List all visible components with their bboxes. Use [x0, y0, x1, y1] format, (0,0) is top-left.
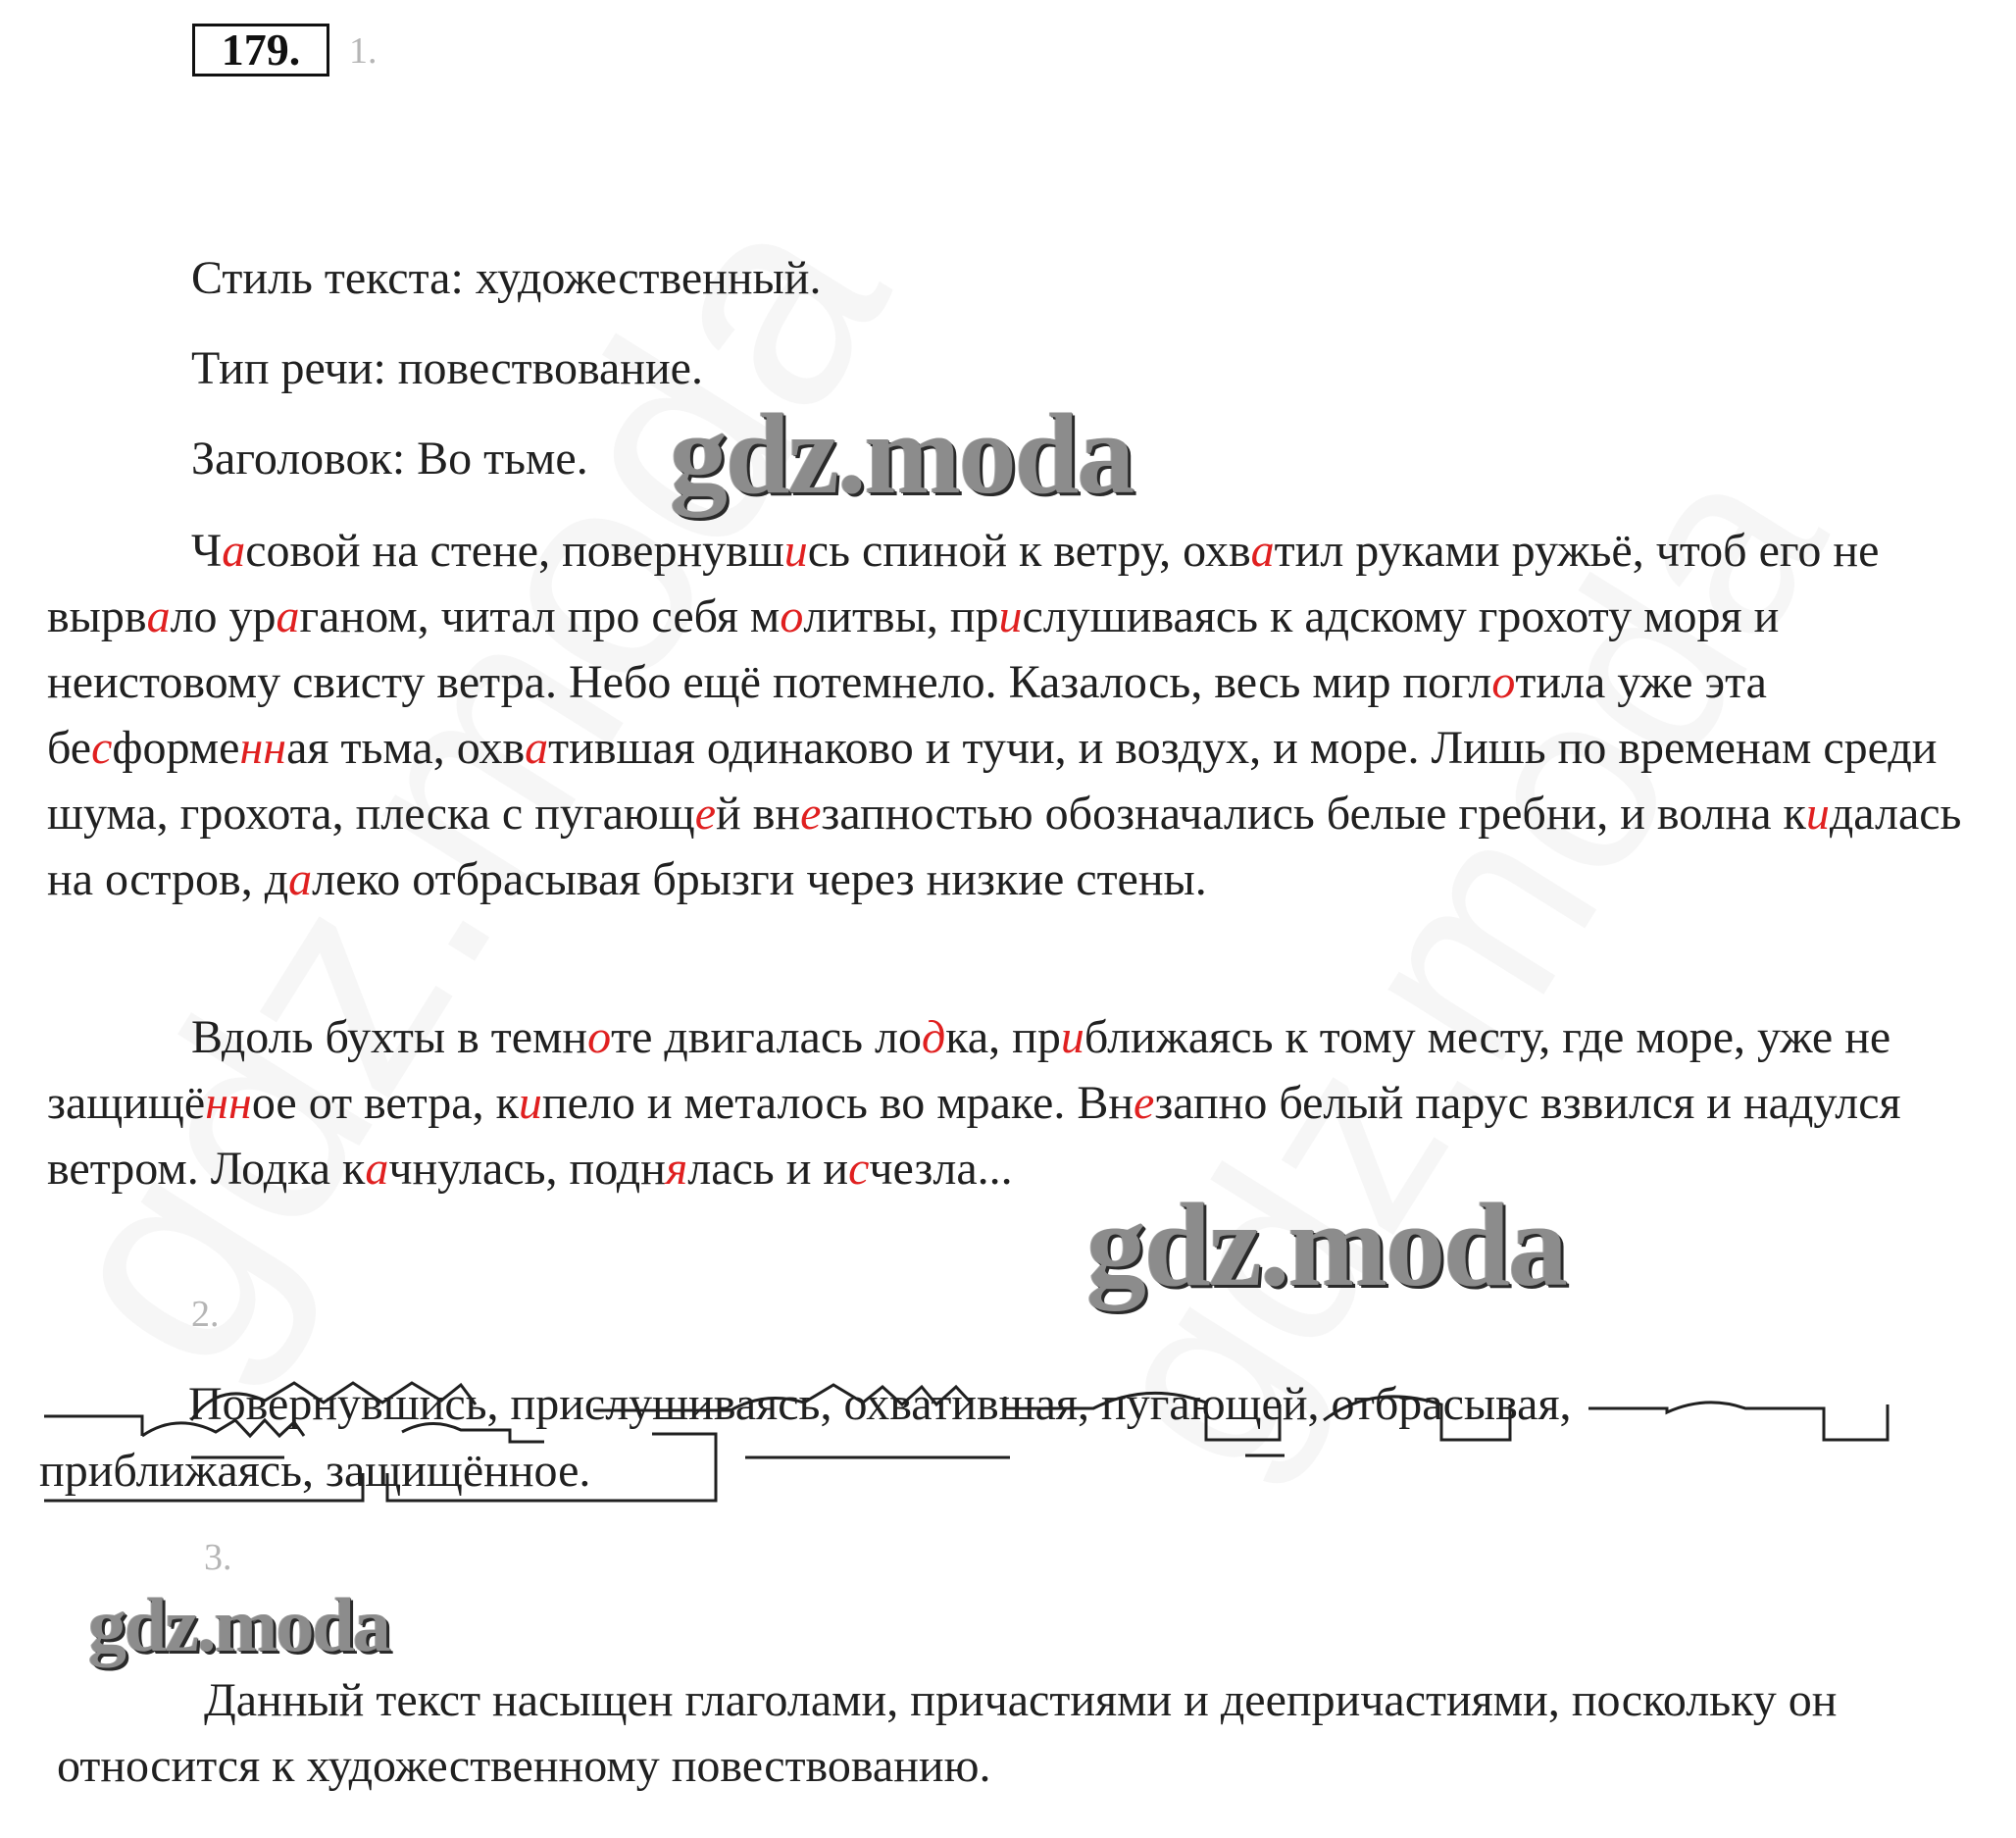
participles-line-1 — [188, 1375, 1572, 1434]
section-number: 3. — [204, 1537, 232, 1578]
title-line: Заголовок: Во тьме. — [191, 433, 588, 485]
participle-item: охватившая, — [843, 1378, 1090, 1430]
participle-item: отбрасывая, — [1331, 1378, 1572, 1430]
participle-item: Повернувшись, — [188, 1378, 499, 1430]
speech-type-line: Тип речи: повествование. — [191, 342, 703, 394]
paragraph-1 — [47, 518, 1984, 912]
participle-item: защищённое. — [325, 1445, 591, 1497]
p1-text: Часовой на стене, повернувшись спиной к ветру, охватил руками ружьё, чтоб его не вырвало ураганом, читал про себя молитвы, прислушиваясь к адскому грохоту моря и неистовому свисту ветра. Небо ещё потемнело. Казалось, весь мир поглотила уже эта бесформенная тьма, охватившая одинаково и тучи, и воздух, и море. Лишь по временам среди шума, грохота, плеска с пугающей внезапностью обозначались белые гребни, и волна кидалась на остров, далеко отбрасывая брызги через низкие стены. — [47, 525, 1962, 905]
section-number: 2. — [191, 1294, 220, 1335]
watermark-logo: gdz.moda — [88, 1582, 389, 1667]
participle-item: пугающей, — [1101, 1378, 1320, 1430]
participles-line-2 — [39, 1442, 590, 1501]
conclusion-paragraph: Данный текст насыщен глаголами, причастиями и деепричастиями, поскольку он относится к художественному повествованию. — [57, 1674, 1838, 1792]
paragraph-2 — [47, 1004, 1984, 1201]
text-style-line: Стиль текста: художественный. — [191, 252, 822, 304]
p2-text: Вдоль бухты в темноте двигалась лодка, приближаясь к тому месту, где море, уже не защищённое от ветра, кипело и металось во мраке. Внезапно белый парус взвился и надулся ветром. Лодка качнулась, поднялась и исчезла... — [47, 1011, 1901, 1195]
watermark-logo: gdz.moda — [1086, 1179, 1566, 1311]
participle-item: прислушиваясь, — [510, 1378, 832, 1430]
participle-item: приближаясь, — [39, 1445, 314, 1497]
watermark-logo: gdz.moda — [670, 389, 1134, 518]
task-number: 179. — [192, 24, 329, 77]
participles-block — [39, 1344, 1991, 1510]
section-number: 1. — [349, 30, 378, 72]
